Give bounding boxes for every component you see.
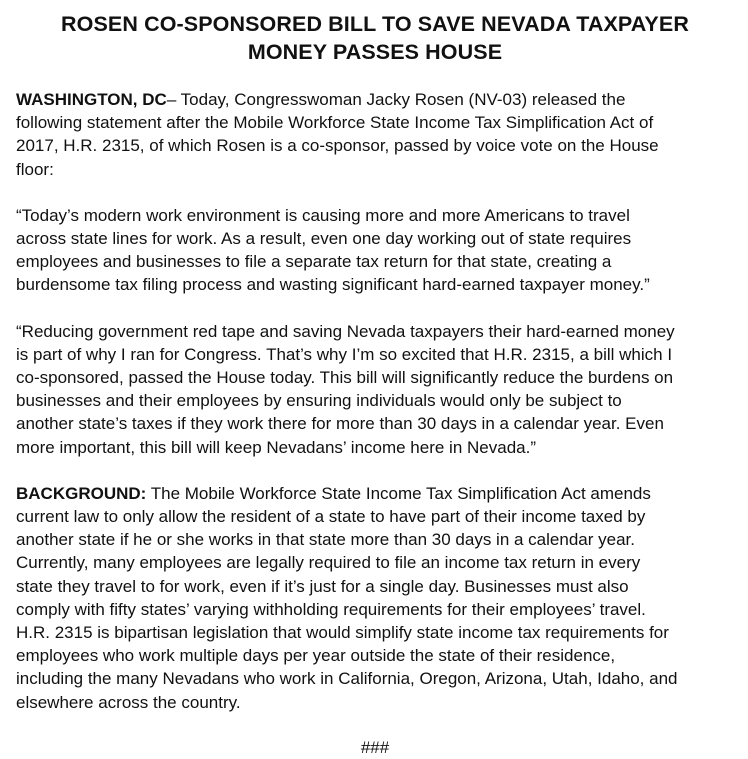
paragraph-text: – Today, Congresswoman Jacky Rosen (NV-03) released the xyxy=(166,90,626,109)
paragraph-line: H.R. 2315 is bipartisan legislation that would simplify state income tax requirements for xyxy=(16,623,669,643)
paragraph-line: including the many Nevadans who work in California, Oregon, Arizona, Utah, Idaho, and xyxy=(16,669,678,689)
paragraph-line: across state lines for work. As a result, even one day working out of state requires xyxy=(16,229,632,249)
paragraph-line: another state’s taxes if they work there for more than 30 days in a calendar year. Even xyxy=(16,414,664,434)
paragraph-line: Currently, many employees are legally required to file an income tax return in every xyxy=(16,553,641,573)
paragraph-line xyxy=(16,482,734,505)
paragraph-line: comply with fifty states’ varying withholding requirements for their employees’ travel. xyxy=(16,599,646,619)
headline xyxy=(16,10,734,66)
paragraph-line: businesses and their employees by ensuring individuals would only be subject to xyxy=(16,391,622,411)
paragraph-line: following statement after the Mobile Workforce State Income Tax Simplification Act of xyxy=(16,113,654,133)
paragraph-line: elsewhere across the country. xyxy=(16,692,241,712)
dateline: WASHINGTON, DC xyxy=(16,90,167,109)
background-paragraph xyxy=(16,482,734,714)
paragraph-line xyxy=(16,88,734,111)
paragraph-line: state they travel to for work, even if it’s just for a single day. Businesses must also xyxy=(16,576,629,596)
paragraph-line: another state if he or she works in that state more than 30 days in a calendar year. xyxy=(16,530,635,550)
paragraph-line: “Reducing government red tape and saving Nevada taxpayers their hard-earned money xyxy=(16,321,675,341)
paragraph-line: employees who work multiple days per year outside the state of their residence, xyxy=(16,646,616,666)
paragraph-line: floor: xyxy=(16,159,54,179)
headline-line: MONEY PASSES HOUSE xyxy=(247,40,503,64)
headline-line: ROSEN CO-SPONSORED BILL TO SAVE NEVADA TAXPAYER xyxy=(61,12,689,36)
paragraph-line: more important, this bill will keep Nevadans’ income here in Nevada.” xyxy=(16,437,536,457)
paragraph-line: current law to only allow the resident of a state to have part of their income taxed by xyxy=(16,507,646,527)
paragraph-line: co-sponsored, passed the House today. This bill will significantly reduce the burdens on xyxy=(16,368,674,388)
paragraph-line: “Today’s modern work environment is causing more and more Americans to travel xyxy=(16,205,630,225)
end-mark: ### xyxy=(360,737,390,757)
paragraph-line: 2017, H.R. 2315, of which Rosen is a co-sponsor, passed by voice vote on the House xyxy=(16,136,659,156)
quote-paragraph-2 xyxy=(16,320,734,459)
paragraph-line: burdensome tax filing process and wasting significant hard-earned taxpayer money.” xyxy=(16,275,650,295)
background-label: BACKGROUND: xyxy=(16,483,147,503)
intro-paragraph xyxy=(16,88,734,181)
paragraph-text: The Mobile Workforce State Income Tax Simplification Act amends xyxy=(146,483,651,503)
quote-paragraph-1 xyxy=(16,204,734,297)
paragraph-line: employees and businesses to file a separate tax return for that state, creating a xyxy=(16,252,612,272)
paragraph-line: is part of why I ran for Congress. That’s why I’m so excited that H.R. 2315, a bill which I xyxy=(16,344,673,364)
